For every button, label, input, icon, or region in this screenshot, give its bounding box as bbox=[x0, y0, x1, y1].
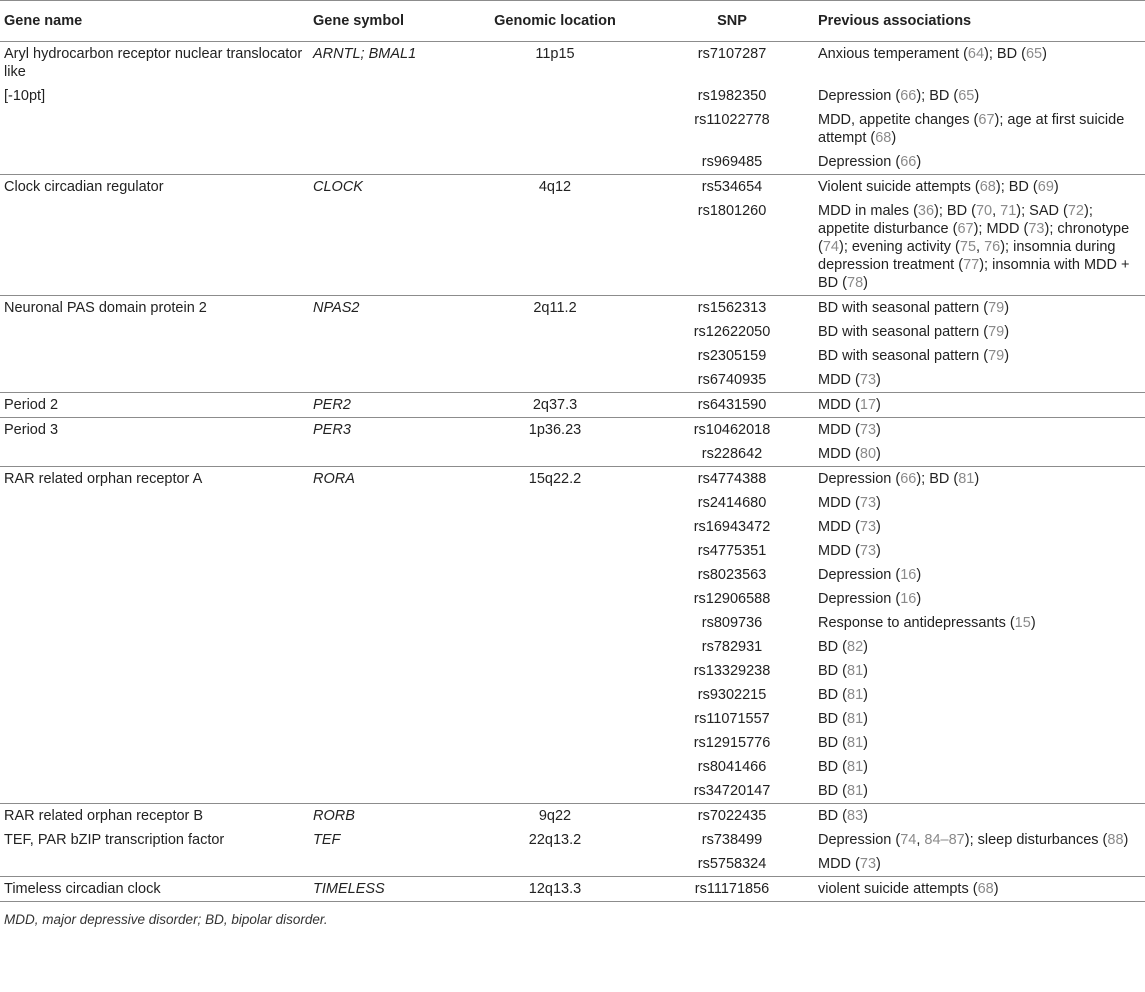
previous-associations-cell: BD (82) bbox=[818, 639, 868, 655]
reference-number[interactable]: 79 bbox=[988, 324, 1005, 340]
previous-associations-cell: MDD (73) bbox=[818, 856, 881, 872]
gene-symbol-cell bbox=[309, 442, 460, 467]
gene-name-cell: RAR related orphan receptor A bbox=[0, 467, 309, 492]
gene-name-cell bbox=[0, 755, 309, 779]
table-row bbox=[0, 587, 1145, 611]
previous-associations-cell: Violent suicide attempts (68); BD (69) bbox=[814, 175, 1145, 200]
genomic-location-cell bbox=[460, 635, 646, 659]
gene-name-cell bbox=[0, 563, 309, 587]
snp-cell: rs738499 bbox=[701, 832, 763, 848]
table-row bbox=[0, 707, 1145, 731]
gene-name-cell bbox=[0, 368, 309, 393]
genomic-location-cell bbox=[460, 108, 646, 150]
previous-associations-cell: Depression (74, 84–87); sleep disturbances (88) bbox=[818, 832, 1129, 848]
genomic-location-cell bbox=[460, 563, 646, 587]
table-body bbox=[0, 42, 1145, 902]
reference-number[interactable]: 72 bbox=[1067, 203, 1084, 219]
reference-number[interactable]: 69 bbox=[1037, 179, 1054, 195]
reference-number[interactable]: 67 bbox=[978, 112, 995, 128]
reference-number[interactable]: 81 bbox=[847, 663, 864, 679]
reference-number[interactable]: 15 bbox=[1014, 615, 1031, 631]
reference-number[interactable]: 73 bbox=[859, 495, 877, 511]
reference-number[interactable]: 75 bbox=[959, 239, 977, 255]
gene-name-cell bbox=[0, 320, 309, 344]
snp-cell: rs11022778 bbox=[694, 112, 770, 128]
snp-cell: rs534654 bbox=[646, 175, 814, 200]
table-row bbox=[0, 491, 1145, 515]
table-row bbox=[0, 199, 1145, 296]
gene-name-cell bbox=[0, 491, 309, 515]
table-row bbox=[0, 442, 1145, 467]
gene-name-cell bbox=[0, 635, 309, 659]
reference-number[interactable]: 81 bbox=[847, 735, 864, 751]
previous-associations-cell: BD (81) bbox=[818, 783, 868, 799]
gene-symbol-cell bbox=[309, 611, 460, 635]
snp-cell: rs10462018 bbox=[646, 418, 814, 443]
gene-symbol-cell bbox=[309, 683, 460, 707]
previous-associations-cell: Depression (66) bbox=[818, 154, 922, 170]
snp-cell: rs12906588 bbox=[693, 591, 771, 607]
gene-symbol-cell: PER2 bbox=[309, 393, 460, 418]
previous-associations-cell: BD (81) bbox=[818, 759, 868, 775]
genomic-location-cell: 15q22.2 bbox=[460, 467, 646, 492]
reference-number[interactable]: 74 bbox=[900, 832, 917, 848]
gene-name-cell bbox=[0, 731, 309, 755]
previous-associations-cell: Response to antidepressants (15) bbox=[818, 615, 1036, 631]
snp-cell: rs2414680 bbox=[697, 495, 767, 511]
gene-symbol-cell: CLOCK bbox=[309, 175, 460, 200]
reference-number[interactable]: 71 bbox=[1000, 203, 1017, 219]
gene-name-cell: [-10pt] bbox=[4, 88, 46, 104]
reference-number[interactable]: 73 bbox=[859, 519, 877, 535]
previous-associations-cell: MDD, appetite changes (67); age at first suicide attempt (68) bbox=[818, 112, 1125, 146]
table-row bbox=[0, 659, 1145, 683]
reference-number[interactable]: 73 bbox=[859, 856, 877, 872]
snp-cell: rs12915776 bbox=[693, 735, 771, 751]
table-row bbox=[0, 563, 1145, 587]
table-row bbox=[0, 467, 1145, 492]
table-row bbox=[0, 296, 1145, 321]
gene-name-cell: RAR related orphan receptor B bbox=[0, 804, 309, 829]
reference-number[interactable]: 68 bbox=[979, 179, 996, 195]
table-row bbox=[0, 828, 1145, 852]
gene-name-cell bbox=[0, 707, 309, 731]
table-row bbox=[0, 150, 1145, 175]
snp-cell: rs34720147 bbox=[693, 783, 771, 799]
gene-symbol-cell bbox=[309, 108, 460, 150]
snp-cell: rs7107287 bbox=[646, 42, 814, 85]
reference-number[interactable]: 76 bbox=[984, 239, 1001, 255]
gene-symbol-cell: RORB bbox=[309, 804, 460, 829]
snp-cell: rs1562313 bbox=[646, 296, 814, 321]
snp-cell: rs228642 bbox=[701, 446, 763, 462]
gene-name-cell: Period 2 bbox=[0, 393, 309, 418]
previous-associations-cell: BD (81) bbox=[818, 687, 868, 703]
snp-cell: rs6431590 bbox=[646, 393, 814, 418]
genomic-location-cell bbox=[460, 491, 646, 515]
table-row bbox=[0, 515, 1145, 539]
gene-name-cell: Period 3 bbox=[0, 418, 309, 443]
gene-symbol-cell: TIMELESS bbox=[309, 877, 460, 902]
gene-symbol-cell bbox=[309, 587, 460, 611]
reference-number[interactable]: 65 bbox=[958, 88, 975, 104]
genomic-location-cell: 9q22 bbox=[460, 804, 646, 829]
table-row bbox=[0, 635, 1145, 659]
reference-number[interactable]: 79 bbox=[988, 348, 1005, 364]
genomic-location-cell bbox=[460, 755, 646, 779]
gene-name-cell: Timeless circadian clock bbox=[0, 877, 309, 902]
reference-number[interactable]: 88 bbox=[1107, 832, 1124, 848]
gene-symbol-cell: ARNTL; BMAL1 bbox=[309, 42, 460, 85]
reference-number[interactable]: 78 bbox=[847, 275, 864, 291]
reference-number[interactable]: 36 bbox=[917, 203, 935, 219]
previous-associations-cell: Depression (16) bbox=[818, 567, 922, 583]
genomic-location-cell: 12q13.3 bbox=[460, 877, 646, 902]
snp-cell: rs809736 bbox=[701, 615, 763, 631]
header-gene-name: Gene name bbox=[0, 1, 309, 42]
previous-associations-cell: MDD (73) bbox=[818, 519, 881, 535]
table-row bbox=[0, 175, 1145, 200]
table-row bbox=[0, 418, 1145, 443]
gene-symbol-cell bbox=[309, 659, 460, 683]
snp-cell: rs13329238 bbox=[693, 663, 771, 679]
reference-number[interactable]: 68 bbox=[875, 130, 892, 146]
genomic-location-cell: 22q13.2 bbox=[528, 832, 582, 848]
table-row bbox=[0, 320, 1145, 344]
reference-number[interactable]: 81 bbox=[958, 471, 975, 487]
genomic-location-cell bbox=[460, 442, 646, 467]
reference-number[interactable]: 66 bbox=[900, 88, 917, 104]
table-row bbox=[0, 108, 1145, 150]
snp-cell: rs9302215 bbox=[697, 687, 767, 703]
table-row bbox=[0, 42, 1145, 85]
header-row bbox=[0, 1, 1145, 42]
reference-number[interactable]: 64 bbox=[967, 46, 985, 62]
genomic-location-cell bbox=[460, 683, 646, 707]
header-snp: SNP bbox=[646, 1, 814, 42]
previous-associations-cell: BD (81) bbox=[818, 711, 868, 727]
gene-name-cell bbox=[0, 852, 309, 877]
previous-associations-cell: MDD (73) bbox=[818, 372, 881, 388]
genomic-location-cell bbox=[460, 150, 646, 175]
reference-number[interactable]: 73 bbox=[859, 372, 877, 388]
snp-cell: rs7022435 bbox=[646, 804, 814, 829]
gene-symbol-cell bbox=[309, 635, 460, 659]
genomic-location-cell bbox=[460, 344, 646, 368]
reference-number[interactable]: 83 bbox=[847, 808, 864, 824]
gene-name-cell bbox=[0, 659, 309, 683]
previous-associations-cell: BD with seasonal pattern (79) bbox=[818, 324, 1010, 340]
table-row bbox=[0, 539, 1145, 563]
table-row bbox=[0, 611, 1145, 635]
previous-associations-cell: MDD (73) bbox=[818, 495, 881, 511]
gene-symbol-cell bbox=[309, 491, 460, 515]
gene-symbol-cell bbox=[309, 755, 460, 779]
reference-number[interactable]: 70 bbox=[975, 203, 993, 219]
snp-cell: rs16943472 bbox=[693, 519, 771, 535]
gene-name-cell bbox=[0, 108, 309, 150]
gene-symbol-cell bbox=[309, 515, 460, 539]
table-footnote: MDD, major depressive disorder; BD, bipolar disorder. bbox=[4, 912, 328, 927]
gene-symbol-cell: RORA bbox=[309, 467, 460, 492]
reference-number[interactable]: 66 bbox=[900, 471, 917, 487]
genomic-location-cell: 2q11.2 bbox=[460, 296, 646, 321]
snp-cell: rs8023563 bbox=[697, 567, 767, 583]
previous-associations-cell: Depression (66); BD (81) bbox=[814, 467, 1145, 492]
gene-name-cell bbox=[0, 150, 309, 175]
reference-number[interactable]: 73 bbox=[859, 543, 877, 559]
gene-symbol-cell bbox=[309, 852, 460, 877]
table-row bbox=[0, 755, 1145, 779]
gene-name-cell bbox=[0, 779, 309, 804]
table-row bbox=[0, 804, 1145, 829]
snp-cell: rs969485 bbox=[701, 154, 763, 170]
reference-number[interactable]: 73 bbox=[1028, 221, 1045, 237]
genomic-location-cell bbox=[460, 368, 646, 393]
gene-name-cell bbox=[0, 683, 309, 707]
previous-associations-cell: MDD (80) bbox=[818, 446, 881, 462]
previous-associations-cell: MDD (73) bbox=[818, 543, 881, 559]
gene-symbol-cell: TEF bbox=[313, 832, 341, 848]
reference-number[interactable]: 16 bbox=[900, 591, 917, 607]
genomic-location-cell bbox=[460, 852, 646, 877]
previous-associations-cell: Depression (66); BD (65) bbox=[818, 88, 980, 104]
reference-number[interactable]: 81 bbox=[847, 687, 864, 703]
reference-number[interactable]: 68 bbox=[977, 881, 994, 897]
genomic-location-cell bbox=[460, 611, 646, 635]
reference-number[interactable]: 81 bbox=[847, 759, 864, 775]
reference-number[interactable]: 79 bbox=[988, 300, 1005, 316]
previous-associations-cell: BD (81) bbox=[818, 663, 868, 679]
genomic-location-cell bbox=[460, 515, 646, 539]
previous-associations-cell: MDD in males (36); BD (70, 71); SAD (72); appetite disturbance (67); MDD (73); chronotype (74); evening activity (75, 76); insomnia during depression treatment (77); insomnia with MDD + BD (78) bbox=[818, 203, 1130, 291]
previous-associations-cell: violent suicide attempts (68) bbox=[814, 877, 1145, 902]
gene-name-cell bbox=[0, 199, 309, 296]
table-row bbox=[0, 852, 1145, 877]
gene-name-cell: Aryl hydrocarbon receptor nuclear translocator like bbox=[0, 42, 309, 85]
previous-associations-cell: BD (83) bbox=[814, 804, 1145, 829]
table-row bbox=[0, 393, 1145, 418]
snp-cell: rs4775351 bbox=[697, 543, 767, 559]
previous-associations-cell: BD with seasonal pattern (79) bbox=[814, 296, 1145, 321]
reference-number[interactable]: 80 bbox=[859, 446, 877, 462]
gene-symbol-cell bbox=[309, 539, 460, 563]
gene-symbol-cell bbox=[309, 731, 460, 755]
snp-cell: rs5758324 bbox=[697, 856, 767, 872]
reference-number[interactable]: 73 bbox=[859, 422, 877, 438]
table-row bbox=[0, 344, 1145, 368]
reference-number[interactable]: 66 bbox=[900, 154, 917, 170]
table-row bbox=[0, 779, 1145, 804]
gene-symbol-cell bbox=[309, 199, 460, 296]
gene-name-cell bbox=[0, 611, 309, 635]
previous-associations-cell: BD (81) bbox=[818, 735, 868, 751]
gene-symbol-cell bbox=[309, 320, 460, 344]
previous-associations-cell: Anxious temperament (64); BD (65) bbox=[814, 42, 1145, 85]
gene-symbol-cell: NPAS2 bbox=[309, 296, 460, 321]
gene-name-cell bbox=[0, 587, 309, 611]
genomic-location-cell bbox=[460, 587, 646, 611]
header-previous-associations: Previous associations bbox=[814, 1, 1145, 42]
table-row bbox=[0, 877, 1145, 902]
gene-name-cell: Neuronal PAS domain protein 2 bbox=[0, 296, 309, 321]
genomic-location-cell: 1p36.23 bbox=[460, 418, 646, 443]
reference-number[interactable]: 81 bbox=[847, 783, 864, 799]
gene-name-cell: Clock circadian regulator bbox=[0, 175, 309, 200]
previous-associations-cell: Depression (16) bbox=[818, 591, 922, 607]
gene-name-cell bbox=[0, 539, 309, 563]
genomic-location-cell bbox=[460, 539, 646, 563]
gene-symbol-cell bbox=[309, 707, 460, 731]
gene-name-cell bbox=[0, 442, 309, 467]
header-gene-symbol: Gene symbol bbox=[309, 1, 460, 42]
previous-associations-cell: BD with seasonal pattern (79) bbox=[818, 348, 1010, 364]
table-row bbox=[0, 683, 1145, 707]
snp-cell: rs11171856 bbox=[646, 877, 814, 902]
snp-cell: rs4774388 bbox=[646, 467, 814, 492]
gene-name-cell: TEF, PAR bZIP transcription factor bbox=[4, 832, 225, 848]
snp-cell: rs1801260 bbox=[697, 203, 767, 219]
snp-cell: rs782931 bbox=[701, 639, 763, 655]
genomic-location-cell bbox=[460, 731, 646, 755]
genomic-location-cell bbox=[460, 199, 646, 296]
reference-number[interactable]: 82 bbox=[847, 639, 864, 655]
snp-cell: rs1982350 bbox=[697, 88, 767, 104]
reference-number[interactable]: 16 bbox=[900, 567, 917, 583]
genomic-location-cell: 4q12 bbox=[460, 175, 646, 200]
header-genomic-location: Genomic location bbox=[460, 1, 646, 42]
table-row bbox=[0, 731, 1145, 755]
previous-associations-cell: MDD (73) bbox=[814, 418, 1145, 443]
genomic-location-cell: 11p15 bbox=[460, 42, 646, 85]
snp-cell: rs11071557 bbox=[694, 711, 770, 727]
reference-number[interactable]: 67 bbox=[957, 221, 974, 237]
gene-symbol-cell bbox=[309, 84, 460, 108]
gene-name-cell bbox=[0, 344, 309, 368]
table-row bbox=[0, 368, 1145, 393]
snp-cell: rs8041466 bbox=[697, 759, 767, 775]
snp-cell: rs12622050 bbox=[693, 324, 771, 340]
reference-number[interactable]: 84–87 bbox=[924, 832, 965, 848]
reference-number[interactable]: 77 bbox=[963, 257, 980, 273]
gene-symbol-cell bbox=[309, 344, 460, 368]
genomic-location-cell bbox=[460, 707, 646, 731]
genomic-location-cell bbox=[460, 659, 646, 683]
genomic-location-cell bbox=[460, 84, 646, 108]
snp-cell: rs6740935 bbox=[697, 372, 767, 388]
gene-symbol-cell: PER3 bbox=[309, 418, 460, 443]
previous-associations-cell: MDD (17) bbox=[814, 393, 1145, 418]
genomic-location-cell bbox=[460, 320, 646, 344]
genomic-location-cell: 2q37.3 bbox=[460, 393, 646, 418]
gene-symbol-cell bbox=[309, 368, 460, 393]
gene-symbol-cell bbox=[309, 779, 460, 804]
reference-number[interactable]: 65 bbox=[1025, 46, 1043, 62]
reference-number[interactable]: 74 bbox=[822, 239, 839, 255]
gene-symbol-cell bbox=[309, 150, 460, 175]
gene-name-cell bbox=[0, 515, 309, 539]
reference-number[interactable]: 81 bbox=[847, 711, 864, 727]
reference-number[interactable]: 17 bbox=[859, 397, 877, 413]
table-row bbox=[0, 84, 1145, 108]
gene-symbol-cell bbox=[309, 563, 460, 587]
snp-cell: rs2305159 bbox=[697, 348, 767, 364]
genomic-location-cell bbox=[460, 779, 646, 804]
